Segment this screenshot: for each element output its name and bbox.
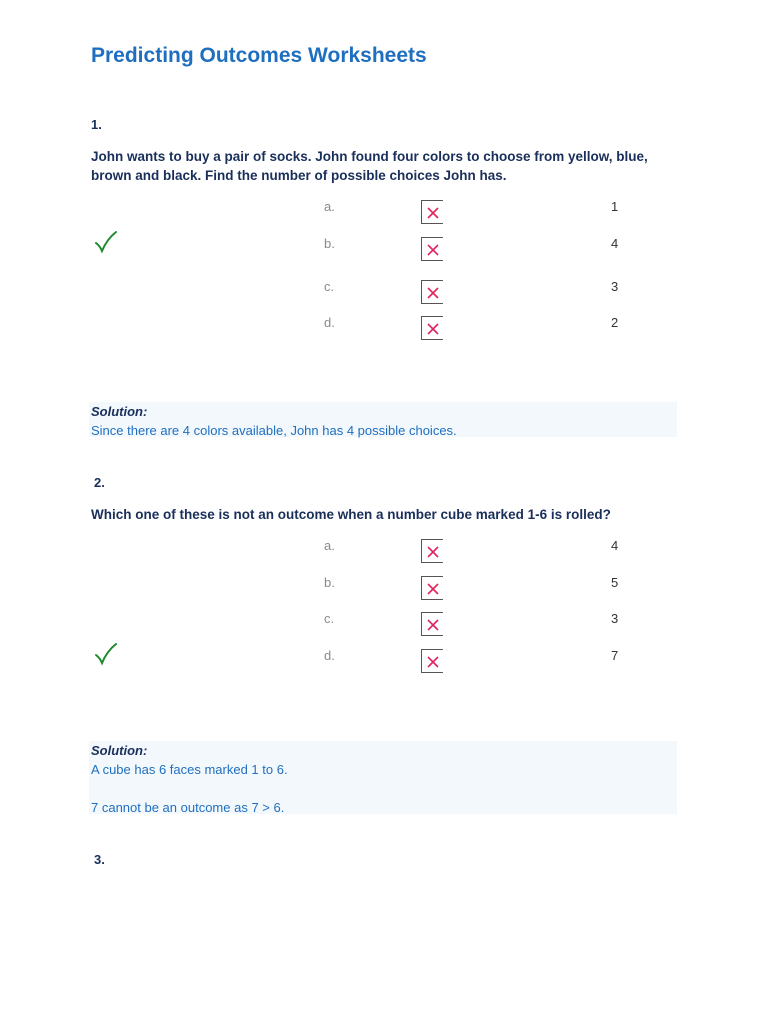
question-2-number: 2.	[94, 475, 105, 490]
cross-icon	[421, 576, 443, 600]
question-1-option-b[interactable]	[0, 236, 768, 266]
option-value: 4	[611, 236, 619, 251]
option-letter: d.	[324, 648, 335, 663]
option-letter: b.	[324, 575, 335, 590]
question-2-option-b[interactable]	[0, 575, 768, 605]
question-1-solution	[89, 402, 677, 437]
check-icon	[94, 642, 118, 671]
question-3-number: 3.	[94, 852, 105, 867]
solution-line: A cube has 6 faces marked 1 to 6.	[91, 762, 288, 777]
question-1-number: 1.	[91, 117, 102, 132]
cross-icon	[421, 237, 443, 261]
question-1-text: John wants to buy a pair of socks. John found four colors to choose from yellow, blue, brown and black. Find the number of possible choices John has.	[91, 149, 648, 183]
cross-icon	[421, 280, 443, 304]
question-2-solution	[89, 741, 677, 814]
option-value: 3	[611, 611, 619, 626]
option-letter: a.	[324, 538, 335, 553]
question-2-option-d[interactable]	[0, 648, 768, 678]
page-title: Predicting Outcomes Worksheets	[91, 44, 427, 67]
solution-line: 7 cannot be an outcome as 7 > 6.	[91, 800, 285, 815]
option-value: 4	[611, 538, 619, 553]
cross-icon	[421, 649, 443, 673]
cross-icon	[421, 539, 443, 563]
option-value: 1	[611, 199, 619, 214]
cross-icon	[421, 200, 443, 224]
question-2-option-a[interactable]	[0, 538, 768, 568]
question-1-option-a[interactable]	[0, 199, 768, 229]
check-icon	[94, 230, 118, 259]
option-value: 5	[611, 575, 619, 590]
cross-icon	[421, 316, 443, 340]
cross-icon	[421, 612, 443, 636]
question-2-text: Which one of these is not an outcome when a number cube marked 1-6 is rolled?	[91, 507, 611, 522]
option-value: 7	[611, 648, 619, 663]
question-1-option-d[interactable]	[0, 315, 768, 345]
option-letter: c.	[324, 611, 335, 626]
solution-label: Solution:	[91, 743, 148, 758]
option-letter: d.	[324, 315, 335, 330]
solution-line: Since there are 4 colors available, John has 4 possible choices.	[91, 423, 457, 438]
solution-label: Solution:	[91, 404, 148, 419]
option-value: 2	[611, 315, 619, 330]
question-2-option-c[interactable]	[0, 611, 768, 641]
question-1-option-c[interactable]	[0, 279, 768, 309]
option-letter: b.	[324, 236, 335, 251]
option-letter: c.	[324, 279, 335, 294]
option-letter: a.	[324, 199, 335, 214]
option-value: 3	[611, 279, 619, 294]
